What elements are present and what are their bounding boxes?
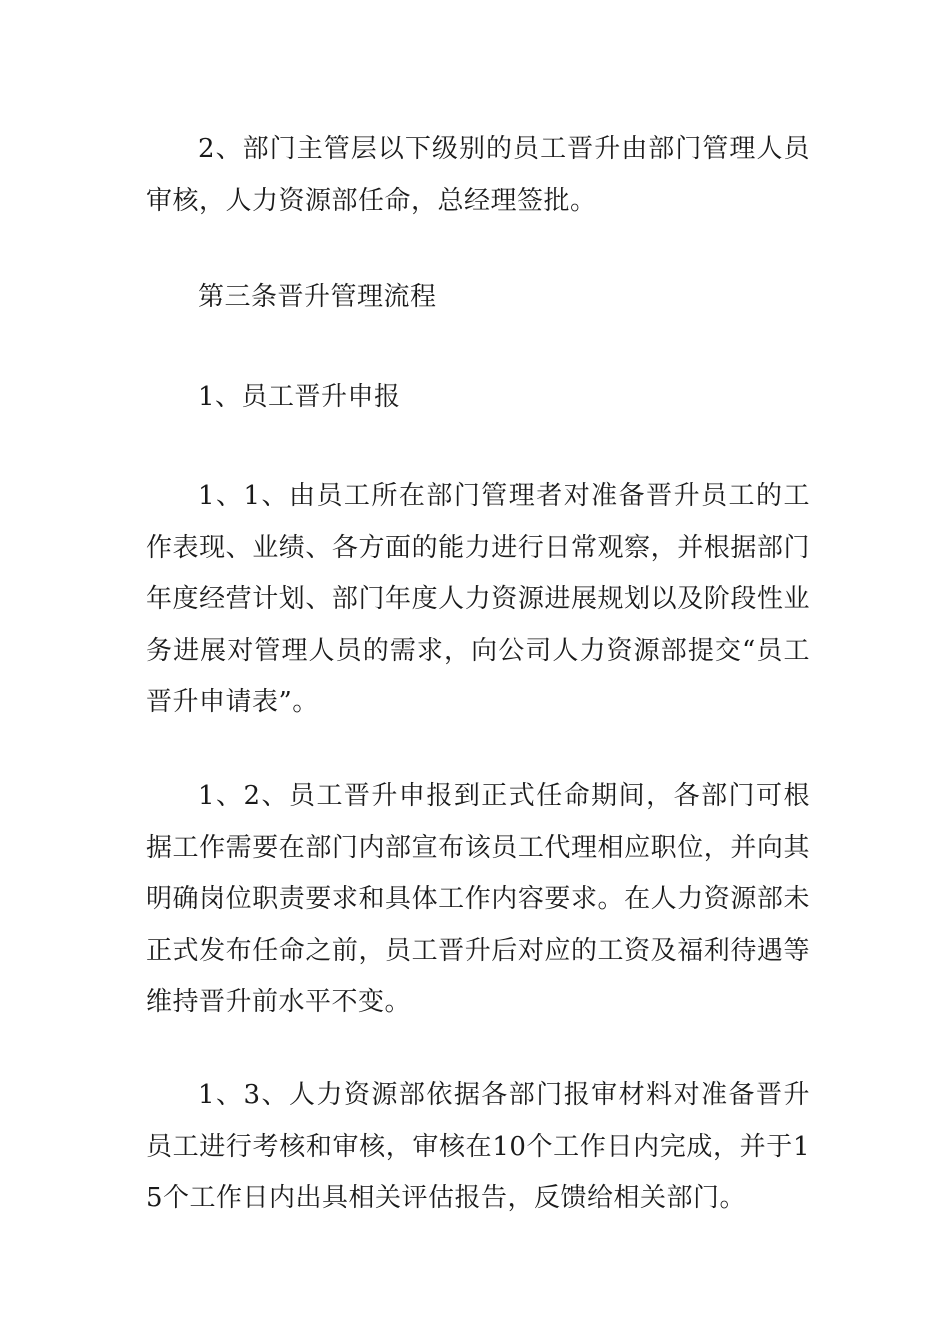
paragraph-senior-approval: 2、部门主管层以下级别的员工晋升由部门管理人员审核，人力资源部任命，总经理签批。 [146,134,810,216]
section-heading-promotion-process: 第三条晋升管理流程 [198,282,437,312]
subheading-promotion-application: 1、员工晋升申报 [198,382,401,412]
paragraph-clause-1-3: 1、3、人力资源部依据各部门报审材料对准备晋升员工进行考核和审核，审核在10个工作日内完成，并于15个工作日内出具相关评估报告，反馈给相关部门。 [146,1080,810,1213]
paragraph-clause-1-1: 1、1、由员工所在部门管理者对准备晋升员工的工作表现、业绩、各方面的能力进行日常观察，并根据部门年度经营计划、部门年度人力资源进展规划以及阶段性业务进展对管理人员的需求，向公司人力资源部提交“员工晋升申请表”。 [146,481,810,717]
paragraph-clause-1-2: 1、2、员工晋升申报到正式任命期间，各部门可根据工作需要在部门内部宣布该员工代理相应职位，并向其明确岗位职责要求和具体工作内容要求。在人力资源部未正式发布任命之前，员工晋升后对应的工资及福利待遇等维持晋升前水平不变。 [146,781,810,1017]
